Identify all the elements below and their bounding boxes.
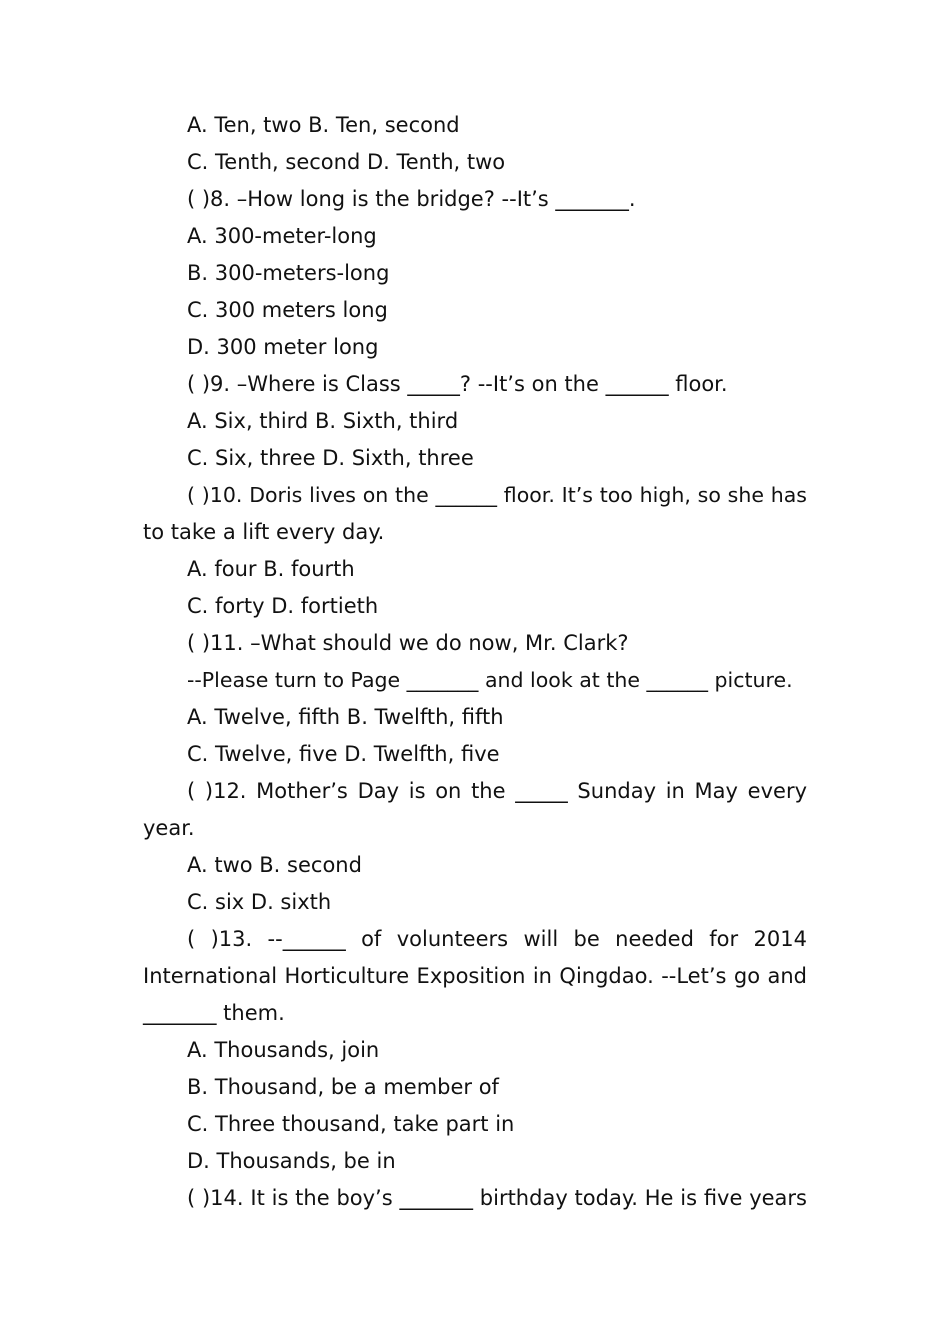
- option-line: A. Twelve, fifth B. Twelfth, fifth: [187, 705, 504, 729]
- question-13-continued: _______ them.: [143, 1001, 285, 1025]
- question-10: ( )10. Doris lives on the ______ floor. It’s too high, so she has: [187, 483, 807, 507]
- question-10-continued: to take a lift every day.: [143, 520, 385, 544]
- question-13: ( )13. --______ of volunteers will be needed for 2014: [187, 927, 807, 951]
- option-line: A. 300-meter-long: [187, 224, 377, 248]
- option-line: C. Tenth, second D. Tenth, two: [187, 150, 506, 174]
- option-line: D. 300 meter long: [187, 335, 379, 359]
- option-line: C. six D. sixth: [187, 890, 332, 914]
- option-line: C. Three thousand, take part in: [187, 1112, 515, 1136]
- question-13-continued: International Horticulture Exposition in Qingdao. --Let’s go and: [143, 964, 807, 988]
- option-line: C. 300 meters long: [187, 298, 388, 322]
- question-9: ( )9. –Where is Class _____? --It’s on the ______ floor.: [187, 372, 728, 396]
- option-line: C. Twelve, five D. Twelfth, five: [187, 742, 500, 766]
- option-line: C. forty D. fortieth: [187, 594, 379, 618]
- question-12: ( )12. Mother’s Day is on the _____ Sunday in May every: [187, 779, 807, 803]
- question-8: ( )8. –How long is the bridge? --It’s _______.: [187, 187, 636, 211]
- option-line: A. Six, third B. Sixth, third: [187, 409, 459, 433]
- document-body: [143, 107, 807, 1217]
- question-12-continued: year.: [143, 816, 195, 840]
- option-line: D. Thousands, be in: [187, 1149, 396, 1173]
- option-line: C. Six, three D. Sixth, three: [187, 446, 474, 470]
- question-11: ( )11. –What should we do now, Mr. Clark?: [187, 631, 629, 655]
- question-11-response: --Please turn to Page _______ and look at the ______ picture.: [187, 668, 793, 692]
- option-line: B. 300-meters-long: [187, 261, 390, 285]
- question-14: ( )14. It is the boy’s _______ birthday today. He is five years: [187, 1186, 807, 1210]
- option-line: B. Thousand, be a member of: [187, 1075, 499, 1099]
- option-line: A. Thousands, join: [187, 1038, 380, 1062]
- option-line: A. Ten, two B. Ten, second: [187, 113, 460, 137]
- option-line: A. two B. second: [187, 853, 362, 877]
- option-line: A. four B. fourth: [187, 557, 355, 581]
